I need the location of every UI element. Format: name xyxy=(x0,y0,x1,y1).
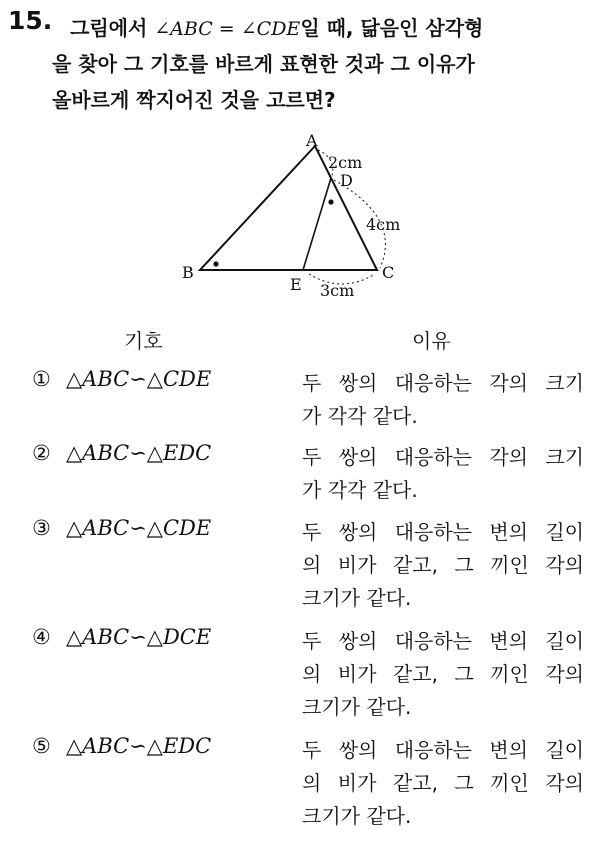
choice-3-reason-line: 크기가 같다. xyxy=(302,586,412,610)
choice-4-symbol: △ABC∽△DCE xyxy=(66,625,212,649)
question-line-1-pre: 그림에서 xyxy=(70,16,155,40)
label-c: C xyxy=(382,263,395,282)
choice-1-reason-line: 가 각각 같다. xyxy=(302,404,418,428)
choice-5-reason-line: 크기가 같다. xyxy=(302,804,412,828)
question-line-2: 을 찾아 그 기호를 바르게 표현한 것과 그 이유가 xyxy=(52,52,475,76)
question-angle-condition: ∠ABC = ∠CDE xyxy=(154,18,301,40)
label-d: D xyxy=(340,171,353,190)
choice-4-reason-line: 두 쌍의 대응하는 변의 길이 xyxy=(302,629,584,653)
measure-ad: 2cm xyxy=(328,153,363,172)
measure-dc: 4cm xyxy=(366,215,401,234)
choice-2-reason xyxy=(302,441,584,507)
choice-2-reason-line: 가 각각 같다. xyxy=(302,478,418,502)
measure-ec: 3cm xyxy=(320,281,355,300)
choice-1-symbol: △ABC∽△CDE xyxy=(66,367,212,391)
choice-1-reason-line: 두 쌍의 대응하는 각의 크기 xyxy=(302,371,584,395)
angle-mark-b xyxy=(213,261,218,266)
angle-mark-d xyxy=(328,199,333,204)
question-number: 15. xyxy=(8,6,53,35)
segment-de xyxy=(303,178,331,270)
label-e: E xyxy=(290,275,302,294)
choice-1-reason xyxy=(302,367,584,433)
choice-3-reason xyxy=(302,516,584,615)
triangle-figure xyxy=(170,128,430,303)
choice-5-symbol: △ABC∽△EDC xyxy=(66,734,212,758)
choice-3-reason-line: 의 비가 같고, 그 끼인 각의 xyxy=(302,553,584,577)
question-line-1 xyxy=(70,12,483,41)
choice-5-reason xyxy=(302,734,584,833)
choice-4-reason-line: 크기가 같다. xyxy=(302,695,412,719)
choice-1-number: ① xyxy=(32,367,51,391)
choice-4-number: ④ xyxy=(32,625,51,649)
choice-3-symbol: △ABC∽△CDE xyxy=(66,516,212,540)
choice-5-reason-line: 의 비가 같고, 그 끼인 각의 xyxy=(302,771,584,795)
choice-2-number: ② xyxy=(32,441,51,465)
choice-2-symbol: △ABC∽△EDC xyxy=(66,441,212,465)
label-a: A xyxy=(306,131,318,150)
question-line-1-post: 일 때, 닮음인 삼각형 xyxy=(300,16,484,40)
label-b: B xyxy=(182,263,194,282)
choice-2-reason-line: 두 쌍의 대응하는 각의 크기 xyxy=(302,445,584,469)
choice-3-reason-line: 두 쌍의 대응하는 변의 길이 xyxy=(302,520,584,544)
choice-3-number: ③ xyxy=(32,516,51,540)
choice-4-reason-line: 의 비가 같고, 그 끼인 각의 xyxy=(302,662,584,686)
choice-4-reason xyxy=(302,625,584,724)
choice-5-number: ⑤ xyxy=(32,734,51,758)
choice-5-reason-line: 두 쌍의 대응하는 변의 길이 xyxy=(302,738,584,762)
header-reason: 이유 xyxy=(412,329,451,353)
header-symbol: 기호 xyxy=(124,329,163,353)
question-line-3: 올바르게 짝지어진 것을 고르면? xyxy=(52,88,336,112)
